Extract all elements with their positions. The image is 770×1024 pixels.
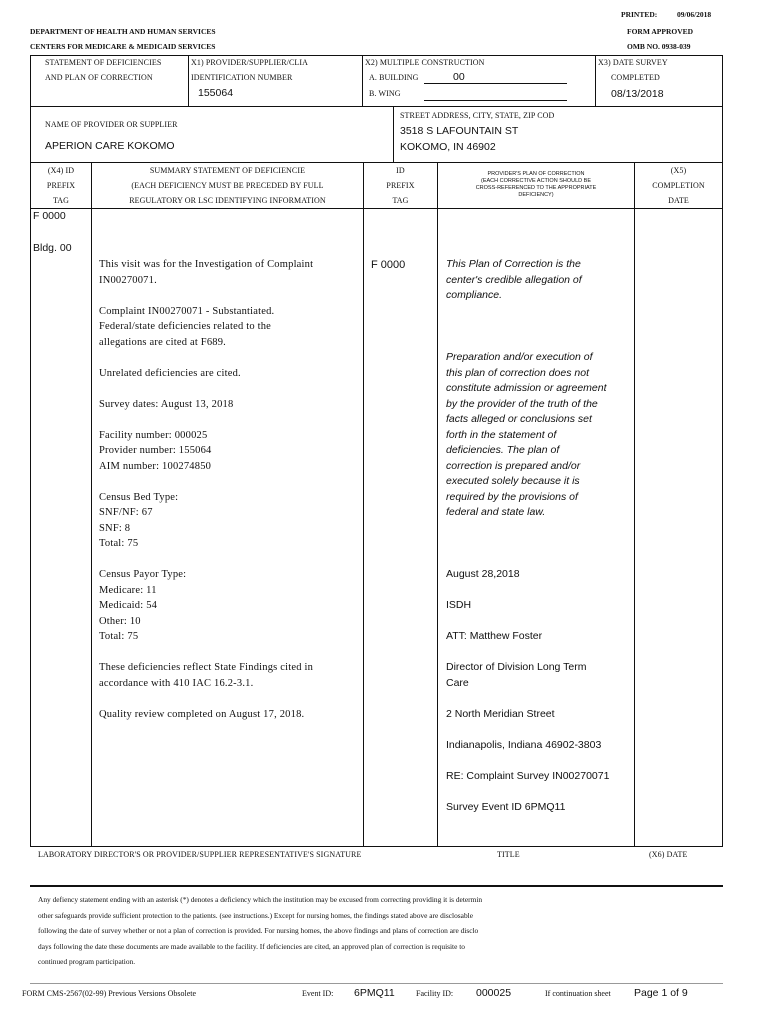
text-line: center's credible allegation of [446, 273, 582, 286]
rule [722, 162, 723, 846]
paragraph [446, 707, 632, 723]
text-line: by the provider of the truth of the [446, 397, 598, 410]
text-line: other safeguards provide sufficient protection to the patients. (see instructions.) Except for nursing homes, the findings stated above are disclosable [38, 910, 473, 920]
text-line: accordance with 410 IAC 16.2-3.1. [99, 677, 254, 689]
building-underline [424, 83, 567, 84]
form-approved: FORM APPROVED [627, 27, 694, 36]
completed-label: COMPLETED [611, 73, 660, 82]
text-line: forth in the statement of [446, 428, 557, 441]
legal-notice [38, 892, 718, 970]
continuation-label: If continuation sheet [545, 989, 611, 998]
text-line: Medicare: 11 [99, 584, 157, 596]
multiple-construction-label: X2) MULTIPLE CONSTRUCTION [365, 58, 485, 67]
rule [393, 106, 394, 162]
printed-date: 09/06/2018 [677, 10, 712, 19]
x6-date-label: (X6) DATE [649, 850, 688, 859]
paragraph [446, 598, 632, 614]
address-line-2: KOKOMO, IN 46902 [400, 141, 496, 153]
paragraph [446, 738, 632, 754]
text-line: Total: 75 [99, 538, 139, 549]
paragraph [99, 397, 361, 413]
text-line: compliance. [446, 289, 503, 301]
paragraph [446, 769, 632, 785]
text-line: SNF/NF: 67 [99, 507, 153, 518]
rule [91, 162, 92, 846]
building-label: A. BUILDING [369, 73, 419, 82]
text-line: required by the provisions of [446, 490, 578, 503]
form-number: FORM CMS-2567(02-99) Previous Versions Obsolete [22, 989, 197, 998]
text-line: Indianapolis, Indiana 46902-3803 [446, 738, 602, 751]
provider-id-value: 155064 [198, 87, 234, 99]
text-line: allegations are cited at F689. [99, 336, 227, 348]
text-line: August 28,2018 [446, 568, 520, 580]
statement-label: STATEMENT OF DEFICIENCIES [45, 58, 162, 67]
plan-header [438, 171, 634, 199]
paragraph [99, 660, 361, 691]
printed-label: PRINTED: [621, 10, 658, 19]
text-line: continued program participation. [38, 957, 136, 967]
paragraph [99, 366, 361, 382]
text-line: RE: Complaint Survey IN00270071 [446, 769, 610, 782]
rule [30, 55, 31, 106]
text-line: days following the date these documents are made available to the facility. If deficiencies are cited, an approved plan of correction is requisite to [38, 941, 465, 951]
x5-completion: COMPLETION [652, 181, 705, 190]
paragraph [99, 428, 361, 475]
wing-underline [424, 100, 567, 101]
x4-prefix: PREFIX [46, 181, 76, 190]
text-line: Other: 10 [99, 615, 141, 627]
text-line: Survey Event ID 6PMQ11 [446, 800, 566, 813]
text-line: This Plan of Correction is the [446, 258, 581, 270]
plan-header-1: PROVIDER'S PLAN OF CORRECTION [487, 171, 585, 177]
paragraph [99, 567, 361, 645]
text-line: executed solely because it is [446, 475, 580, 487]
department-title: DEPARTMENT OF HEALTH AND HUMAN SERVICES [30, 27, 216, 36]
paragraph [446, 567, 632, 583]
x4-tag: TAG [52, 196, 70, 205]
x5-date: DATE [668, 196, 689, 205]
text-line: Census Bed Type: [99, 491, 179, 503]
date-survey-label: X3) DATE SURVEY [598, 58, 668, 67]
building-tag: Bldg. 00 [33, 242, 72, 254]
text-line: Medicaid: 54 [99, 600, 158, 611]
provider-name-label: NAME OF PROVIDER OR SUPPLIER [45, 120, 178, 129]
rule [30, 55, 723, 56]
facility-id-value: 000025 [476, 987, 512, 999]
address-line-1: 3518 S LAFOUNTAIN ST [400, 125, 519, 137]
rule [30, 162, 723, 163]
provider-name-value: APERION CARE KOKOMO [45, 140, 175, 152]
rule [30, 885, 723, 887]
text-line: Care [446, 676, 469, 689]
rule [30, 162, 31, 846]
text-line: Quality review completed on August 17, 2018. [99, 708, 305, 720]
provider-id-label: X1) PROVIDER/SUPPLIER/CLIA [191, 58, 309, 67]
text-line: Provider number: 155064 [99, 445, 212, 456]
summary-header-3: REGULATORY OR LSC IDENTIFYING INFORMATION [129, 196, 326, 205]
plan-letter [446, 567, 632, 815]
statement-label-2: AND PLAN OF CORRECTION [45, 73, 153, 82]
id-header: ID [396, 166, 405, 175]
plan-header-3: CROSS-REFERENCED TO THE APPROPRIATE [475, 185, 597, 191]
paragraph [99, 304, 361, 351]
text-line: SNF: 8 [99, 522, 131, 534]
text-line: 2 North Meridian Street [446, 707, 555, 720]
paragraph [99, 707, 361, 723]
plan-disclaimer [446, 350, 632, 521]
id-prefix: PREFIX [386, 181, 415, 190]
paragraph [446, 660, 632, 691]
right-tag: F 0000 [371, 259, 406, 271]
paragraph [446, 800, 632, 816]
summary-header: SUMMARY STATEMENT OF DEFICIENCIE [149, 166, 306, 175]
rule [722, 55, 723, 106]
rule [634, 162, 635, 846]
page-number: Page 1 of 9 [634, 987, 688, 999]
text-line: this plan of correction does not [446, 366, 590, 379]
text-line: Survey dates: August 13, 2018 [99, 398, 234, 410]
rule [188, 55, 189, 106]
building-value: 00 [453, 71, 465, 83]
text-line: This visit was for the Investigation of Complaint [99, 259, 314, 270]
paragraph [99, 490, 361, 552]
rule [362, 55, 363, 106]
rule [30, 106, 723, 107]
rule [30, 106, 31, 162]
plan-header-4: DEFICIENCY) [518, 192, 554, 198]
date-survey-value: 08/13/2018 [611, 88, 664, 100]
wing-label: B. WING [369, 89, 401, 98]
text-line: Director of Division Long Term [446, 661, 587, 673]
rule [437, 162, 438, 846]
rule [363, 162, 364, 846]
text-line: deficiencies. The plan of [446, 444, 560, 456]
rule [30, 846, 723, 847]
text-line: ISDH [446, 599, 472, 611]
rule [30, 208, 723, 209]
text-line: AIM number: 100274850 [99, 460, 212, 472]
text-line: These deficiencies reflect State Findings cited in [99, 662, 314, 673]
rule [722, 106, 723, 162]
event-id-label: Event ID: [302, 989, 334, 998]
rule [595, 55, 596, 106]
text-line: constitute admission or agreement [446, 382, 607, 394]
paragraph [99, 257, 361, 288]
x5-header: (X5) [670, 166, 687, 175]
plan-allegation [446, 257, 632, 304]
text-line: Census Payor Type: [99, 569, 187, 580]
event-id-value: 6PMQ11 [354, 987, 395, 999]
text-line: correction is prepared and/or [446, 459, 581, 472]
id-tag: TAG [392, 196, 409, 205]
text-line: Federal/state deficiencies related to the [99, 321, 272, 332]
address-label: STREET ADDRESS, CITY, STATE, ZIP COD [400, 111, 555, 120]
text-line: following the date of survey whether or not a plan of correction is provided. For nursing homes, the above findings and plans of correction are disclo [38, 926, 479, 936]
title-label: TITLE [497, 850, 520, 859]
left-tag: F 0000 [33, 210, 66, 222]
x4-header: (X4) ID [47, 166, 75, 175]
centers-title: CENTERS FOR MEDICARE & MEDICAID SERVICES [30, 42, 216, 51]
text-line: Any defiency statement ending with an asterisk (*) denotes a deficiency which the institution may be excused from correcting providing it is determin [38, 895, 483, 904]
facility-id-label: Facility ID: [416, 989, 454, 998]
paragraph [446, 629, 632, 645]
text-line: facts alleged or conclusions set [446, 413, 592, 425]
provider-id-label-2: IDENTIFICATION NUMBER [191, 73, 293, 82]
text-line: ATT: Matthew Foster [446, 630, 543, 642]
omb-number: OMB NO. 0938-039 [627, 42, 691, 51]
text-line: Preparation and/or execution of [446, 351, 593, 363]
rule [30, 983, 723, 984]
signature-label: LABORATORY DIRECTOR'S OR PROVIDER/SUPPLIER REPRESENTATIVE'S SIGNATURE [38, 850, 362, 859]
plan-header-2: (EACH CORRECTIVE ACTION SHOULD BE [480, 178, 592, 184]
text-line: Complaint IN00270071 - Substantiated. [99, 305, 275, 317]
text-line: IN00270071. [99, 274, 157, 286]
text-line: Facility number: 000025 [99, 429, 208, 441]
summary-statement [99, 257, 361, 722]
text-line: Unrelated deficiencies are cited. [99, 367, 241, 379]
summary-header-2: (EACH DEFICIENCY MUST BE PRECEDED BY FULL [131, 181, 324, 190]
text-line: federal and state law. [446, 506, 546, 518]
text-line: Total: 75 [99, 631, 139, 642]
